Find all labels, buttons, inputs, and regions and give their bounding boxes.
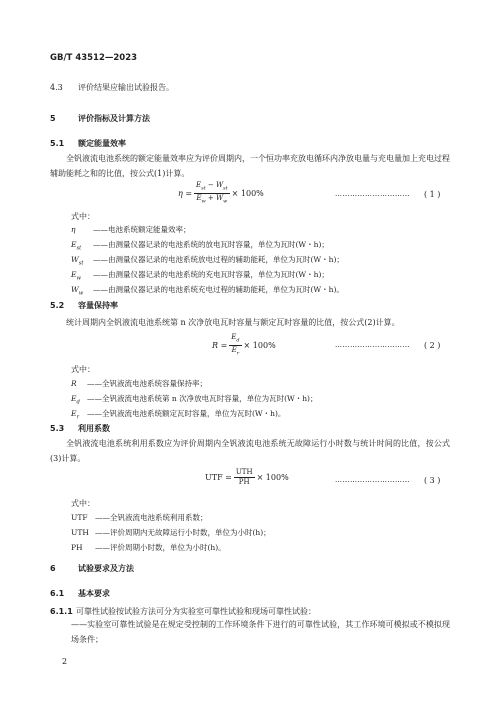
definition-row	[71, 391, 318, 406]
definition: ——全钒液流电池系统额定瓦时容量，单位为瓦时(W・h)。	[87, 409, 286, 418]
definition: ——由测量仪器记录的电池系统放电过程的辅助能耗，单位为瓦时(W・h)；	[93, 255, 344, 264]
symbol: $E_{st}$	[71, 240, 82, 252]
clause-number: 4.3	[50, 83, 63, 92]
clause-text: 可靠性试验按试验方法可分为实验室可靠性试验和现场可靠性试验：	[76, 607, 316, 616]
formula-lhs: R =	[212, 341, 228, 351]
clause-6-1-1	[50, 606, 316, 617]
definition: ——全钒液流电池系统利用系数；	[95, 513, 208, 522]
dash-item: ——实验室可靠性试验是在规定受控制的工作环境条件下进行的可靠性试验，其工作环境可模拟或不模拟现场条件；	[71, 620, 450, 644]
definition-row	[71, 525, 271, 540]
section-number: 6	[50, 564, 56, 573]
section-5-2-heading	[50, 300, 118, 311]
section-6-1-heading	[50, 588, 110, 599]
section-number: 5.3	[50, 424, 65, 433]
symbol: UTF	[71, 513, 88, 522]
section-number: 5	[50, 114, 56, 123]
definition: ——全钒液流电池系统第 n 次净放电瓦时容量，单位为瓦时(W・h)；	[87, 394, 318, 403]
section-number: 5.1	[50, 139, 65, 148]
clause-4-3	[50, 82, 174, 93]
paragraph-5-3: 全钒液流电池系统利用系数应为评价周期内全钒液流电池系统无故障运行小时数与统计时间的比值，按公式(3)计算。	[50, 439, 450, 463]
formula-fraction	[234, 468, 255, 487]
formula-number: ( 3 )	[424, 476, 441, 485]
where-label: 式中：	[71, 365, 95, 374]
section-6-heading	[50, 563, 134, 574]
symbol: η	[71, 225, 76, 234]
section-title: 额定能量效率	[78, 139, 126, 148]
definition: ——评价周期小时数，单位为小时(h)。	[95, 543, 226, 552]
section-title: 容量保持率	[78, 301, 118, 310]
formula-numerator: $E_d$	[229, 333, 241, 346]
definition: ——由测量仪器记录的电池系统的充电瓦时容量，单位为瓦时(W・h)；	[93, 270, 329, 279]
formula-denominator: $E_w + W_w$	[196, 194, 228, 205]
definition: ——由测量仪器记录的电池系统的放电瓦时容量，单位为瓦时(W・h)；	[93, 240, 329, 249]
definition-row	[71, 252, 344, 267]
symbol: $E_d$	[71, 394, 80, 406]
formula-tail: × 100%	[243, 341, 276, 351]
page-number: 2	[62, 657, 68, 666]
definition-row	[71, 267, 344, 282]
definition-row	[71, 376, 318, 391]
formula-leader-dots: …………………………	[335, 190, 410, 198]
definition-list-5-1	[71, 222, 344, 297]
symbol: PH	[71, 543, 83, 552]
section-5-1-heading	[50, 138, 126, 149]
clause-number: 6.1.1	[50, 607, 73, 616]
definition-row	[71, 406, 318, 421]
document-code: GB/T 43512—2023	[50, 53, 138, 63]
formula-numerator: $E_{st} - W_{st}$	[194, 181, 230, 194]
formula-denominator: PH	[238, 478, 250, 486]
definition-list-5-2	[71, 376, 318, 421]
paragraph-5-2: 统计周期内全钒液流电池系统第 n 次净放电瓦时容量与额定瓦时容量的比值，按公式(2)计算。	[66, 318, 400, 327]
symbol: $W_w$	[71, 285, 84, 297]
formula-1	[178, 181, 264, 207]
formula-tail: × 100%	[231, 189, 264, 199]
definition-row	[71, 510, 271, 525]
formula-tail: × 100%	[256, 473, 289, 482]
section-title: 基本要求	[78, 589, 110, 598]
formula-lhs: η =	[178, 189, 193, 199]
definition: ——由测量仪器记录的电池系统充电过程的辅助能耗，单位为瓦时(W・h)。	[93, 285, 344, 294]
formula-3	[205, 468, 289, 487]
definition-row	[71, 282, 344, 297]
formula-fraction	[194, 181, 230, 207]
definition-row	[71, 222, 344, 237]
section-title: 评价指标及计算方法	[78, 114, 150, 123]
definition-list-5-3	[71, 510, 271, 555]
symbol: $E_w$	[71, 270, 81, 282]
formula-fraction	[229, 333, 241, 359]
definition: ——评价周期内无故障运行小时数，单位为小时(h)；	[95, 528, 271, 537]
formula-2	[212, 333, 276, 359]
formula-leader-dots: …………………………	[335, 341, 410, 349]
section-title: 利用系数	[78, 424, 110, 433]
formula-lhs: UTF =	[205, 473, 232, 482]
clause-text: 评价结果应输出试验报告。	[78, 83, 174, 92]
section-5-3-heading	[50, 423, 110, 434]
symbol: R	[71, 379, 77, 388]
formula-number: ( 1 )	[424, 190, 441, 199]
symbol: UTH	[71, 528, 89, 537]
paragraph-5-1: 全钒液流电池系统的额定能量效率应为评价周期内，一个恒功率充放电循环内净放电量与充电量加上充电过程辅助能耗之和的比值，按公式(1)计算。	[50, 154, 450, 178]
where-label: 式中：	[71, 499, 95, 508]
definition: ——全钒液流电池系统容量保持率；	[87, 379, 207, 388]
symbol: $W_{st}$	[71, 255, 84, 267]
section-5-heading	[50, 113, 150, 124]
definition-row	[71, 540, 271, 555]
formula-leader-dots: …………………………	[335, 476, 410, 484]
section-number: 6.1	[50, 589, 65, 598]
formula-numerator: UTH	[235, 468, 253, 476]
formula-number: ( 2 )	[424, 341, 441, 350]
section-number: 5.2	[50, 301, 65, 310]
section-title: 试验要求及方法	[78, 564, 134, 573]
where-label: 式中：	[71, 212, 95, 221]
definition-row	[71, 237, 344, 252]
definition: ——电池系统额定能量效率；	[93, 225, 191, 234]
symbol: $E_r$	[71, 409, 79, 421]
formula-denominator: $E_r$	[231, 346, 240, 357]
